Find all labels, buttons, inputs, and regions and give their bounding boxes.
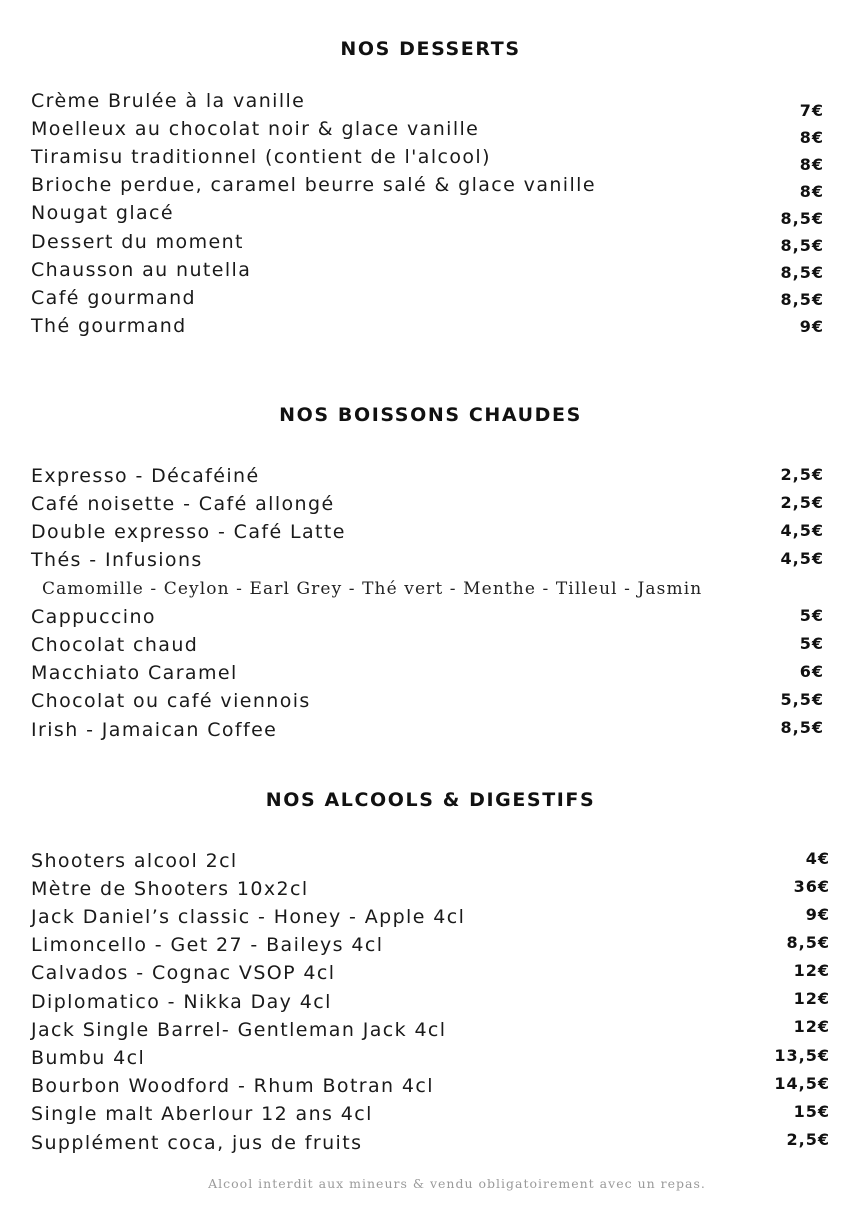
hot-drink-item-name: Expresso - Décaféiné [31,465,260,487]
dessert-item-name: Brioche perdue, caramel beurre salé & glace vanille [31,174,596,196]
hot-drink-item-price: 2,5€ [780,465,824,484]
alcohol-item-price: 12€ [793,989,830,1008]
dessert-item-price: 9€ [799,317,824,336]
hot-drink-item-price: 6€ [799,662,824,681]
alcohol-item-price: 8,5€ [786,933,830,952]
tea-varieties-list: Camomille - Ceylon - Earl Grey - Thé vert - Menthe - Tilleul - Jasmin [42,579,703,599]
hot-drink-item-name: Macchiato Caramel [31,662,238,684]
alcohols-title: NOS ALCOOLS & DIGESTIFS [265,789,596,811]
dessert-item-price: 7€ [799,101,824,120]
alcohol-item-name: Limoncello - Get 27 - Baileys 4cl [31,934,384,956]
hot-drink-item-price: 5€ [799,606,824,625]
dessert-item-price: 8,5€ [780,236,824,255]
alcohol-item-price: 15€ [793,1102,830,1121]
alcohol-item-name: Bourbon Woodford - Rhum Botran 4cl [31,1075,434,1097]
hot-drink-item-name: Thés - Infusions [31,549,203,571]
alcohol-item-price: 13,5€ [774,1046,830,1065]
dessert-item-price: 8€ [799,128,824,147]
footer-legal-note: Alcool interdit aux mineurs & vendu obligatoirement avec un repas. [208,1176,706,1191]
dessert-item-name: Chausson au nutella [31,259,252,281]
alcohol-item-price: 36€ [793,877,830,896]
dessert-item-price: 8€ [799,182,824,201]
hot-drink-item-name: Chocolat chaud [31,634,199,656]
alcohol-item-name: Diplomatico - Nikka Day 4cl [31,991,332,1013]
hot-drink-item-price: 5,5€ [780,690,824,709]
hot-drink-item-price: 4,5€ [780,549,824,568]
alcohol-item-price: 12€ [793,961,830,980]
dessert-item-price: 8,5€ [780,290,824,309]
dessert-item-name: Café gourmand [31,287,196,309]
alcohol-item-name: Shooters alcool 2cl [31,850,238,872]
hot-drink-item-price: 5€ [799,634,824,653]
dessert-item-price: 8,5€ [780,209,824,228]
hot-drink-item-name: Double expresso - Café Latte [31,521,346,543]
desserts-title: NOS DESSERTS [340,38,521,60]
dessert-item-price: 8€ [799,155,824,174]
alcohol-item-price: 12€ [793,1017,830,1036]
hot-drink-item-price: 8,5€ [780,718,824,737]
hot-drink-item-name: Cappuccino [31,606,156,628]
dessert-item-name: Moelleux au chocolat noir & glace vanille [31,118,480,140]
dessert-item-name: Crème Brulée à la vanille [31,90,306,112]
alcohol-item-price: 2,5€ [786,1130,830,1149]
alcohol-item-name: Mètre de Shooters 10x2cl [31,878,309,900]
hot-drink-item-name: Irish - Jamaican Coffee [31,719,278,741]
alcohol-item-name: Supplément coca, jus de fruits [31,1132,363,1154]
alcohol-item-name: Single malt Aberlour 12 ans 4cl [31,1103,373,1125]
dessert-item-name: Thé gourmand [31,315,187,337]
hot-drink-item-price: 2,5€ [780,493,824,512]
hot-drinks-title: NOS BOISSONS CHAUDES [279,404,582,426]
hot-drink-item-price: 4,5€ [780,521,824,540]
alcohol-item-name: Bumbu 4cl [31,1047,146,1069]
hot-drink-item-name: Café noisette - Café allongé [31,493,335,515]
dessert-item-price: 8,5€ [780,263,824,282]
alcohol-item-price: 4€ [805,849,830,868]
dessert-item-name: Tiramisu traditionnel (contient de l'alcool) [31,146,491,168]
alcohol-item-name: Calvados - Cognac VSOP 4cl [31,962,336,984]
dessert-item-name: Dessert du moment [31,231,244,253]
alcohol-item-name: Jack Daniel’s classic - Honey - Apple 4cl [31,906,466,928]
alcohol-item-price: 14,5€ [774,1074,830,1093]
dessert-item-name: Nougat glacé [31,202,174,224]
alcohol-item-name: Jack Single Barrel- Gentleman Jack 4cl [31,1019,447,1041]
alcohol-item-price: 9€ [805,905,830,924]
hot-drink-item-name: Chocolat ou café viennois [31,690,311,712]
